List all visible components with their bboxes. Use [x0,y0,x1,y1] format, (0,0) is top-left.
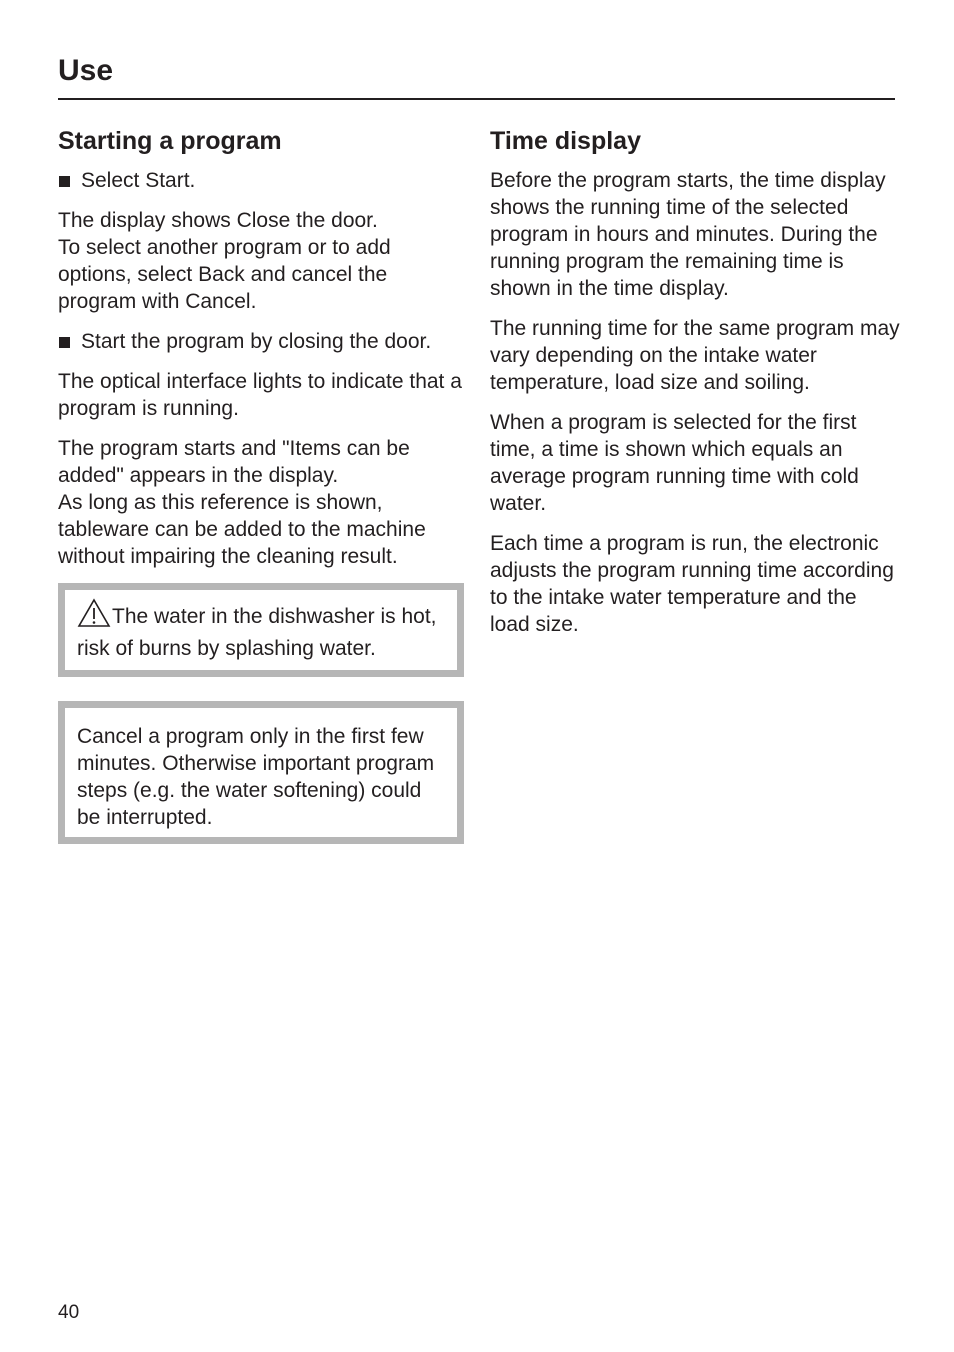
note-box [58,701,464,844]
paragraph-display-close-door [58,207,464,315]
bullet-square-icon [59,176,70,187]
paragraph-line: The display shows Close the door. [58,209,378,232]
paragraph-line: The program starts and "Items can be added" appears in the display. [58,437,410,487]
paragraph-first-selection: When a program is selected for the first time, a time is shown which equals an average program running time with cold water. [490,411,859,515]
page-number: 40 [58,1302,80,1323]
page-title: Use [58,54,114,87]
paragraph-optical-interface: The optical interface lights to indicate that a program is running. [58,370,462,420]
paragraph-line: As long as this reference is shown, tableware can be added to the machine without impairing the cleaning result. [58,491,426,568]
warning-box [58,583,464,677]
paragraph-items-can-be-added [58,435,464,570]
bullet-text: Select Start. [81,169,196,192]
warning-triangle-icon [77,598,111,635]
paragraph-line: To select another program or to add options, select Back and cancel the program with Cancel. [58,236,391,313]
bullet-square-icon [59,337,70,348]
bullet-text: Start the program by closing the door. [81,330,432,353]
paragraph-electronic-adjusts: Each time a program is run, the electronic adjusts the program running time according to the intake water temperature and the load size. [490,532,894,636]
section-heading-starting-program: Starting a program [58,127,282,155]
paragraph-running-time-varies: The running time for the same program may vary depending on the intake water temperature, load size and soiling. [490,317,900,394]
paragraph-time-before-start: Before the program starts, the time display shows the running time of the selected program in hours and minutes. During the running program the remaining time is shown in the time display. [490,169,886,300]
note-text: Cancel a program only in the first few minutes. Otherwise important program steps (e.g. the water softening) could be interrupted. [77,725,435,829]
warning-text: The water in the dishwasher is hot, risk of burns by splashing water. [77,605,437,660]
bullet-select-start [58,167,464,194]
bullet-start-program [58,328,464,355]
right-column [490,124,900,651]
left-column [58,124,464,868]
section-heading-time-display: Time display [490,127,641,155]
title-divider [58,98,895,100]
